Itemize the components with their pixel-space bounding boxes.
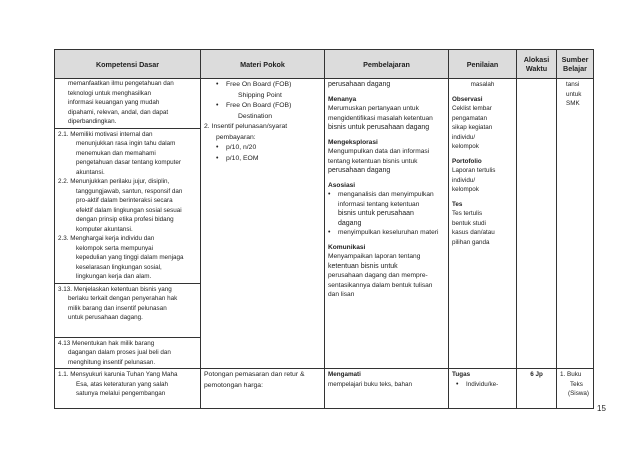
header-alokasi: Alokasi Waktu: [517, 50, 557, 79]
page-number: 15: [597, 404, 606, 413]
kompetensi-cell: 1.1. Mensyukuri karunia Tuhan Yang Maha Esa, atas keteraturan yang salah satunya melalui pengembangan: [55, 369, 201, 409]
table-row: [55, 79, 594, 369]
table-row: [55, 369, 594, 409]
header-sumber: Sumber Belajar: [557, 50, 594, 79]
curriculum-table: [54, 49, 594, 409]
kompetensi-text-a: memanfaatkan ilmu pengetahuan dan teknologi untuk menghasilkan informasi keuangan yang mudah dipahami, relevan, andal, dan dapat diperbandingkan.: [68, 80, 174, 125]
kompetensi-cell: [55, 79, 201, 369]
penilaian-cell: masalah Observasi Ceklist lembar pengamatan sikap kegiatan individu/ kelompok Portofolio Laporan tertulis individu/ kelompok Tes Tes tertulis bentuk studi kasus dan/atau pilihan ganda: [449, 79, 517, 369]
kompetensi-text-c: 3.13. Menjelaskan ketentuan bisnis yang berlaku terkait dengan penyerahan hak milik barang dan insentif pelunasan untuk perusahaan dagang.: [58, 285, 178, 321]
materi-cell: • Free On Board (FOB) Shipping Point • Free On Board (FOB) Destination 2. Insentif pelunasan/syarat pembayaran: • p/10, n/20 • p/10, EOM: [201, 79, 325, 369]
header-materi: Materi Pokok: [201, 50, 325, 79]
materi-cell: Potongan pemasaran dan retur & pemotongan harga:: [201, 369, 325, 409]
header-penilaian: Penilaian: [449, 50, 517, 79]
kompetensi-text-b: 2.1. Memiliki motivasi internal dan menunjukkan rasa ingin tahu dalam menemukan dan memahami pengetahuan dasar tentang komputer akuntansi. 2.2. Menunjukkan perilaku jujur, disiplin, tanggungjawab, santun, responsif dan pro-aktif dalam berinteraksi secara efektif dalam lingkungan sosial sesuai dengan prinsip etika profesi bidang komputer akuntansi. 2.3. Menghargai kerja individu dan kelompok serta mempunyai kepedulian yang tinggi dalam menjaga keselarasan lingkungan sosial, lingkungan kerja dan alam.: [58, 130, 184, 280]
header-pembelajaran: Pembelajaran: [325, 50, 449, 79]
header-kompetensi: Kompetensi Dasar: [55, 50, 201, 79]
sumber-cell: tansi untuk SMK: [557, 79, 594, 369]
penilaian-cell: Tugas • Individu/ke-: [449, 369, 517, 409]
sumber-cell: 1. Buku Teks (Siswa): [557, 369, 594, 409]
alokasi-cell: 6 Jp: [517, 369, 557, 409]
pembelajaran-cell: Mengamati mempelajari buku teks, bahan: [325, 369, 449, 409]
header-row: [55, 50, 594, 79]
pembelajaran-cell: perusahaan dagang Menanya Merumuskan pertanyaan untuk mengidentifikasi masalah ketentuan bisnis untuk perusahaan dagang Mengeksplorasi Mengumpulkan data dan informasi tentang ketentuan bisnis untuk perusahaan dagang Asosiasi • menganalisis dan menyimpulkan informasi tentang ketentuan bisnis untuk perusahaan dagang • menyimpulkan keseluruhan materi Komunikasi Menyampaikan laporan tentang ketentuan bisnis untuk perusahaan dagang dan mempre- sentasikannya dalam bentuk tulisan dan lisan: [325, 79, 449, 369]
kompetensi-text-d: 4.13 Menentukan hak milik barang dagangan dalam proses jual beli dan menghitung insentif pelunasan.: [58, 339, 171, 366]
alokasi-cell: [517, 79, 557, 369]
